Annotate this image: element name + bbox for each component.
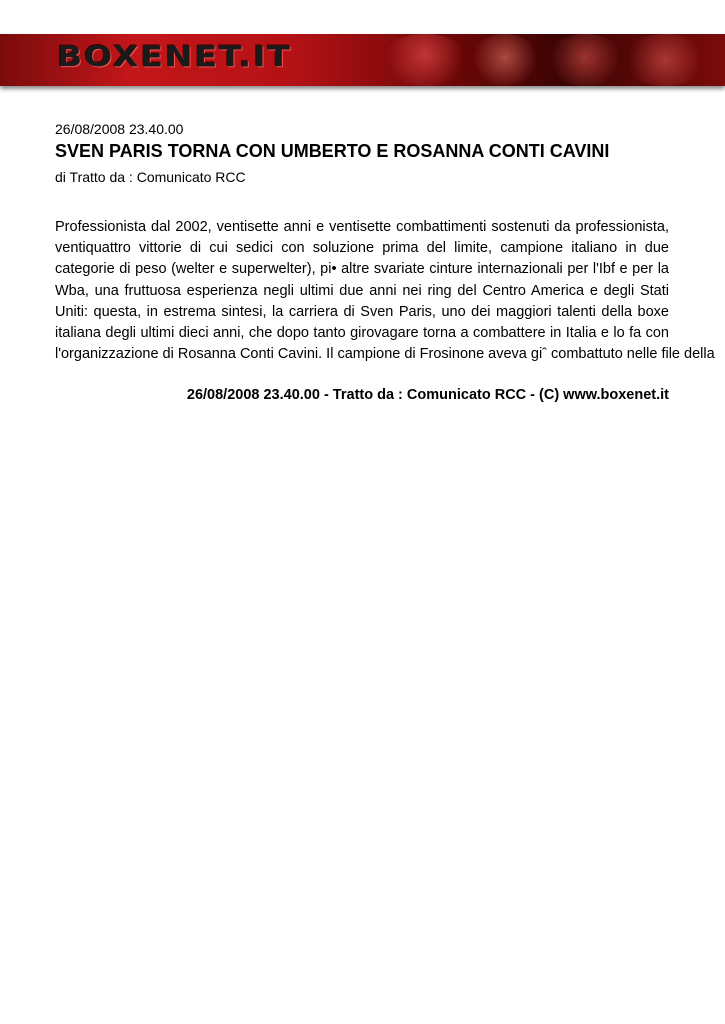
banner-boxer-image — [620, 34, 710, 86]
article-body-line: l'organizzazione di Rosanna Conti Cavini. Il campione di Frosinone aveva giˆ combattuto nelle file della — [55, 346, 715, 363]
banner-boxer-image — [545, 34, 625, 86]
article-body-line: Professionista dal 2002, ventisette anni e ventisette combattimenti sostenuti da professionista, — [55, 219, 669, 235]
article-body-line: categorie di peso (welter e superwelter), pi• altre svariate cinture internazionali per l'Ibf e per la — [55, 261, 669, 278]
article-body-line: Wba, una fruttuosa esperienza negli ultimi due anni nei ring del Centro America e degli Stati — [55, 282, 669, 299]
article-body-line: ventiquattro vittorie di cui sedici con soluzione prima del limite, campione italiano in due — [55, 240, 669, 257]
article-footer-credit: 26/08/2008 23.40.00 - Tratto da : Comunicato RCC - (C) www.boxenet.it — [186, 387, 669, 403]
article-body — [55, 217, 715, 365]
banner-boxer-image — [380, 34, 470, 86]
site-banner — [0, 34, 725, 86]
article-title: SVEN PARIS TORNA CON UMBERTO E ROSANNA CONTI CAVINI — [55, 141, 610, 161]
article-date: 26/08/2008 23.40.00 — [55, 121, 184, 137]
article-body-line: italiana degli ultimi dieci anni, che dopo tanto girovagare torna a combattere in Italia e lo fa con — [55, 324, 669, 341]
site-logo: BOXENET.IT — [57, 40, 292, 74]
article-body-line: Uniti: questa, in estrema sintesi, la carriera di Sven Paris, uno dei maggiori talenti della boxe — [55, 303, 669, 320]
article-byline: di Tratto da : Comunicato RCC — [55, 169, 246, 185]
banner-boxer-image — [470, 34, 540, 86]
